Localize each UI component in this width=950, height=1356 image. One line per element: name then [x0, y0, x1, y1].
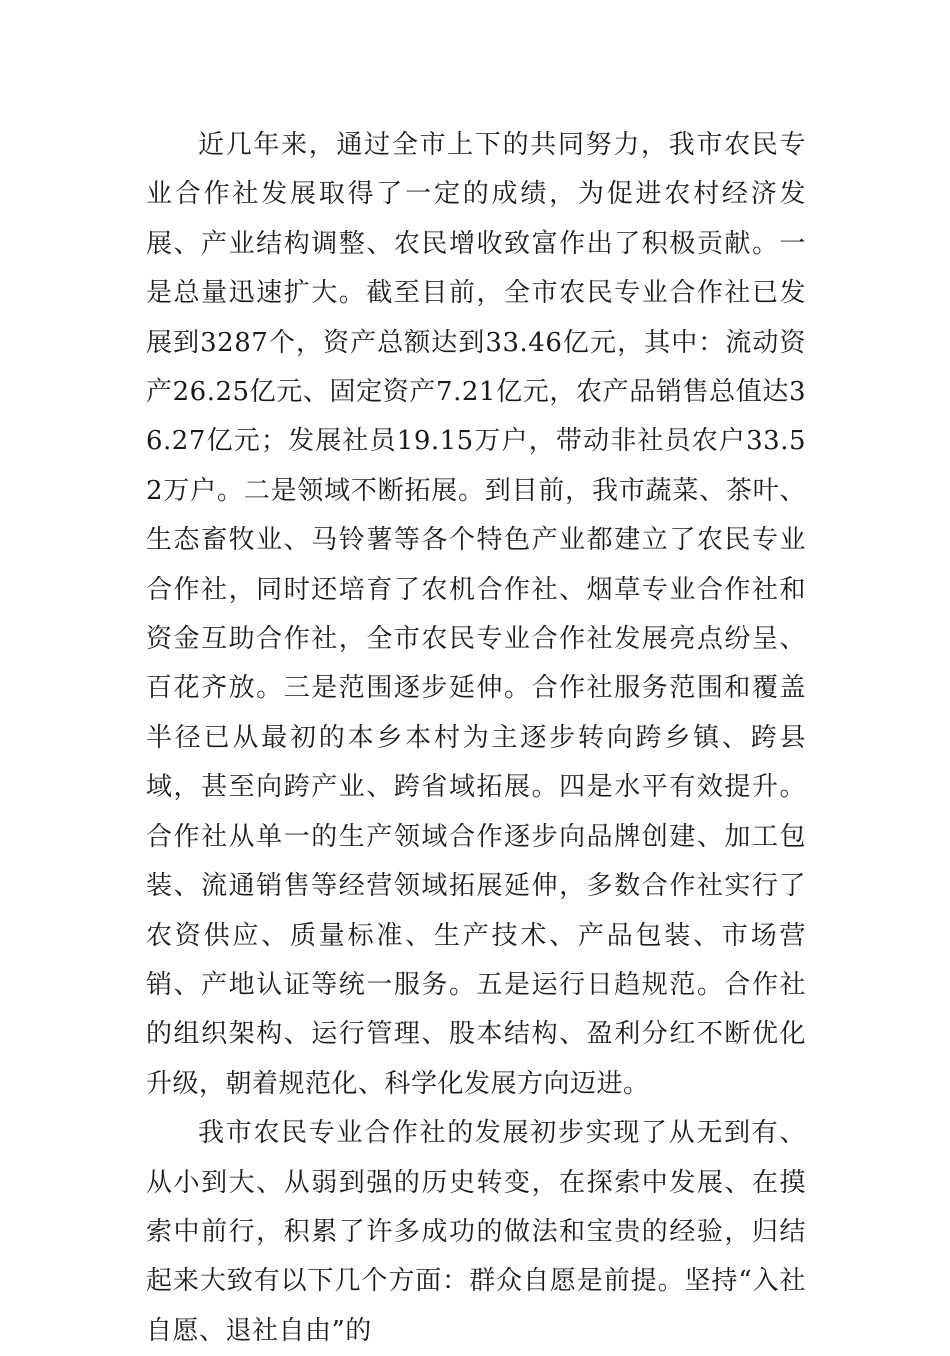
document-body	[146, 121, 806, 1356]
paragraph-1: 近几年来，通过全市上下的共同努力，我市农民专业合作社发展取得了一定的成绩，为促进农村经济发展、产业结构调整、农民增收致富作出了积极贡献。一是总量迅速扩大。截至目前，全市农民专业合作社已发展到3287个，资产总额达到33.46亿元，其中：流动资产26.25亿元、固定资产7.21亿元，农产品销售总值达36.27亿元；发展社员19.15万户，带动非社员农户33.52万户。二是领域不断拓展。到目前，我市蔬菜、茶叶、生态畜牧业、马铃薯等各个特色产业都建立了农民专业合作社，同时还培育了农机合作社、烟草专业合作社和资金互助合作社，全市农民专业合作社发展亮点纷呈、百花齐放。三是范围逐步延伸。合作社服务范围和覆盖半径已从最初的本乡本村为主逐步转向跨乡镇、跨县域，甚至向跨产业、跨省域拓展。四是水平有效提升。合作社从单一的生产领域合作逐步向品牌创建、加工包装、流通销售等经营领域拓展延伸，多数合作社实行了农资供应、质量标准、生产技术、产品包装、市场营销、产地认证等统一服务。五是运行日趋规范。合作社的组织架构、运行管理、股本结构、盈利分红不断优化升级，朝着规范化、科学化发展方向迈进。	[146, 130, 806, 1099]
paragraph-2: 我市农民专业合作社的发展初步实现了从无到有、从小到大、从弱到强的历史转变，在探索中发展、在摸索中前行，积累了许多成功的做法和宝贵的经验，归结起来大致有以下几个方面：群众自愿是前提。坚持“入社自愿、退社自由”的	[146, 1118, 806, 1346]
